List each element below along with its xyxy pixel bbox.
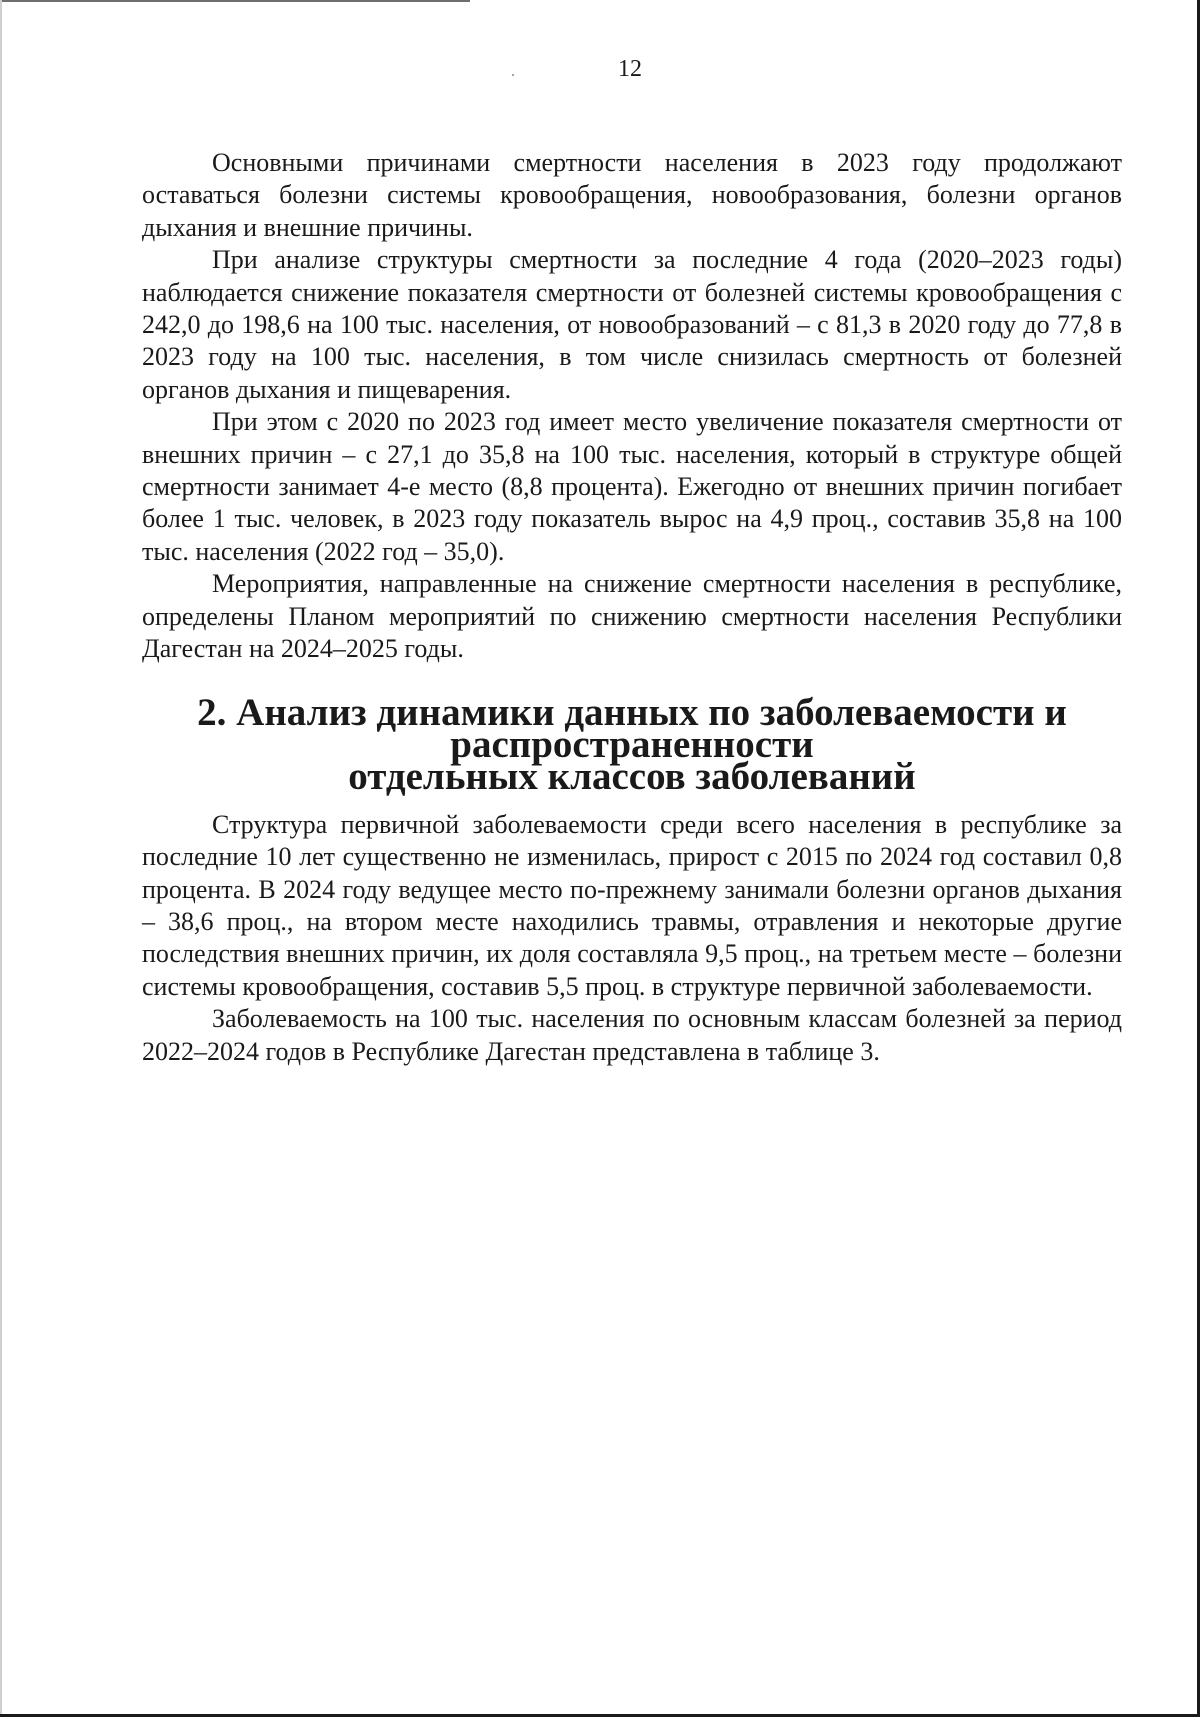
paragraph-mortality-plan: Мероприятия, направленные на снижение смертности населения в республике, определены Планом мероприятий по снижению смертности населения Республики Дагестан на 2024–2025 годы. bbox=[142, 569, 1122, 664]
paragraph-causes-of-death: Основными причинами смертности населения в 2023 году продолжают оставаться болезни системы кровообращения, новообразования, болезни органов дыхания и внешние причины. bbox=[142, 148, 1122, 242]
section-heading-line-1: 2. Анализ динамики данных по заболеваемости и распространенности bbox=[197, 690, 1067, 766]
scan-left-edge bbox=[0, 0, 2, 1717]
paragraph-morbidity-structure: Структура первичной заболеваемости среди всего населения в республике за последние 10 лет существенно не изменилась, прирост с 2015 по 2024 год составил 0,8 процента. В 2024 году ведущее место по-прежнему занимали болезни органов дыхания – 38,6 проц., на втором месте находились травмы, отравления и некоторые другие последствия внешних причин, их доля составляла 9,5 проц., на третьем месте – болезни системы кровообращения, составив 5,5 проц. в структуре первичной заболеваемости. bbox=[142, 809, 1122, 1001]
section-heading bbox=[142, 690, 1122, 799]
scan-top-edge bbox=[0, 0, 470, 2]
paragraph-external-causes: При этом с 2020 по 2023 год имеет место увеличение показателя смертности от внешних причин – с 27,1 до 35,8 на 100 тыс. населения, который в структуре общей смертности занимает 4-е место (8,8 процента). Ежегодно от внешних причин погибает более 1 тыс. человек, в 2023 году показатель вырос на 4,9 проц., составив 35,8 на 100 тыс. населения (2022 год – 35,0). bbox=[142, 407, 1122, 566]
page-number: 12 bbox=[618, 56, 642, 82]
paragraph-table-reference: Заболеваемость на 100 тыс. населения по основным классам болезней за период 2022–2024 годов в Республике Дагестан представлена в таблице 3. bbox=[142, 1004, 1122, 1066]
section-heading-line-2: отдельных классов заболеваний bbox=[348, 755, 916, 799]
paragraph-mortality-structure: При анализе структуры смертности за последние 4 года (2020–2023 годы) наблюдается снижение показателя смертности от болезней системы кровообращения с 242,0 до 198,6 на 100 тыс. населения, от новообразований – с 81,3 в 2020 году до 77,8 в 2023 году на 100 тыс. населения, в том числе снизилась смертность от болезней органов дыхания и пищеварения. bbox=[142, 245, 1122, 404]
document-body bbox=[142, 147, 1122, 1068]
